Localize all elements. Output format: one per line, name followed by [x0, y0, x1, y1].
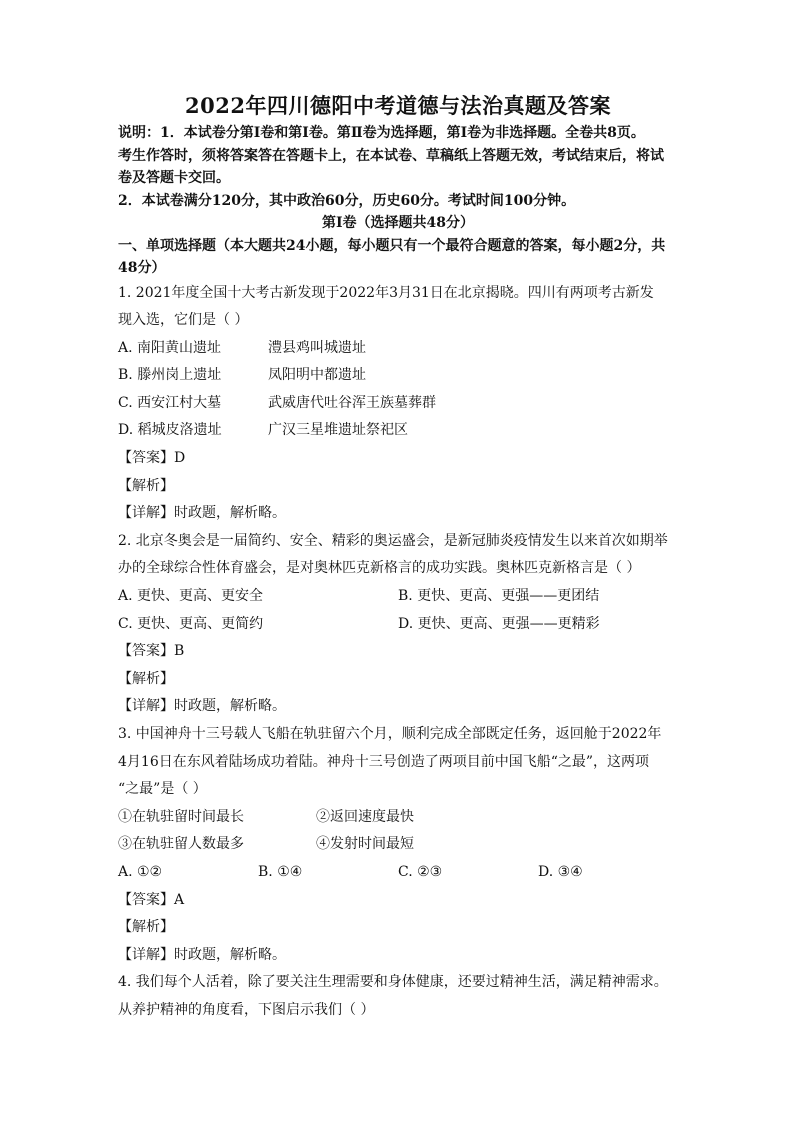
statement-2: ②返回速度最快 [316, 808, 414, 825]
question-stem: 4月16日在东风着陆场成功着陆。神舟十三号创造了两项目前中国飞船“之最”，这两项 [118, 753, 650, 770]
instruction-line: 2．本试卷满分120分，其中政治60分，历史60分。考试时间100分钟。 [118, 192, 576, 209]
option-b: B. 滕州岗上遗址 [118, 367, 222, 384]
section-heading: 一、单项选择题（本大题共24小题，每小题只有一个最符合题意的答案，每小题2分，共 [118, 237, 666, 254]
option-c-detail: 武威唐代吐谷浑王族墓葬群 [268, 394, 436, 411]
option-row [118, 583, 678, 611]
question-stem: 现入选，它们是（ ） [118, 312, 249, 329]
option-d: D. 稻城皮洛遗址 [118, 422, 222, 439]
statement-3: ③在轨驻留人数最多 [118, 836, 244, 853]
question-stem: 1. 2021年度全国十大考古新发现于2022年3月31日在北京揭晓。四川有两项考古新发 [118, 284, 654, 301]
option-row [118, 362, 678, 390]
part-heading: 第Ⅰ卷（选择题共48分） [321, 215, 475, 231]
option-row [118, 417, 678, 445]
detail-line: 【详解】时政题，解析略。 [118, 698, 286, 715]
option-row [118, 390, 678, 418]
option-a-detail: 澧县鸡叫城遗址 [268, 339, 366, 356]
question-list [118, 280, 678, 1025]
option-d-detail: 广汉三星堆遗址祭祀区 [268, 422, 408, 439]
statement-row [118, 831, 678, 859]
option-row [118, 859, 678, 887]
option-c: C. ②③ [398, 863, 443, 880]
question-stem: 从养护精神的角度看，下图启示我们（ ） [118, 1001, 375, 1018]
option-row [118, 611, 678, 639]
instruction-line: 卷及答题卡交回。 [118, 170, 230, 186]
exam-page [118, 92, 678, 1025]
instructions [118, 122, 678, 280]
question-stem: 3. 中国神舟十三号载人飞船在轨驻留六个月，顺利完成全部既定任务，返回舱于2022年 [118, 726, 662, 742]
statement-4: ④发射时间最短 [316, 836, 414, 853]
answer-line: 【答案】D [118, 450, 186, 467]
detail-line: 【详解】时政题，解析略。 [118, 505, 286, 522]
option-a: A. 更快、更高、更安全 [118, 588, 264, 605]
option-d: D. ③④ [538, 863, 583, 880]
question-stem: 办的全球综合性体育盛会，是对奥林匹克新格言的成功实践。奥林匹克新格言是（ ） [118, 560, 641, 577]
analysis-line: 【解析】 [118, 919, 174, 936]
statement-row [118, 804, 678, 832]
analysis-line: 【解析】 [118, 477, 174, 494]
answer-line: 【答案】A [118, 891, 185, 908]
instruction-line: 说明：1．本试卷分第Ⅰ卷和第Ⅰ卷。第Ⅱ卷为选择题，第Ⅰ卷为非选择题。全卷共8页。 [118, 125, 645, 141]
instruction-line: 考生作答时，须将答案答在答题卡上，在本试卷、草稿纸上答题无效，考试结束后，将试 [118, 147, 664, 164]
page-title: 2022年四川德阳中考道德与法治真题及答案 [185, 93, 611, 118]
option-a: A. 南阳黄山遗址 [118, 339, 222, 356]
question-stem: “之最”是（ ） [118, 781, 207, 798]
answer-line: 【答案】B [118, 643, 185, 660]
option-c: C. 更快、更高、更简约 [118, 615, 264, 632]
option-d: D. 更快、更高、更强——更精彩 [398, 615, 600, 632]
question-stem: 2. 北京冬奥会是一届简约、安全、精彩的奥运盛会，是新冠肺炎疫情发生以来首次如期举 [118, 532, 668, 549]
section-heading: 48分） [118, 260, 166, 276]
option-a: A. ①② [118, 863, 163, 880]
question-stem: 4. 我们每个人活着，除了要关注生理需要和身体健康，还要过精神生活，满足精神需求。 [118, 974, 668, 991]
statement-1: ①在轨驻留时间最长 [118, 808, 244, 825]
option-b: B. 更快、更高、更强——更团结 [398, 588, 600, 605]
analysis-line: 【解析】 [118, 670, 174, 687]
option-b: B. ①④ [258, 863, 303, 880]
option-row [118, 335, 678, 363]
option-c: C. 西安江村大墓 [118, 394, 222, 411]
detail-line: 【详解】时政题，解析略。 [118, 946, 286, 963]
option-b-detail: 凤阳明中都遗址 [268, 367, 366, 384]
